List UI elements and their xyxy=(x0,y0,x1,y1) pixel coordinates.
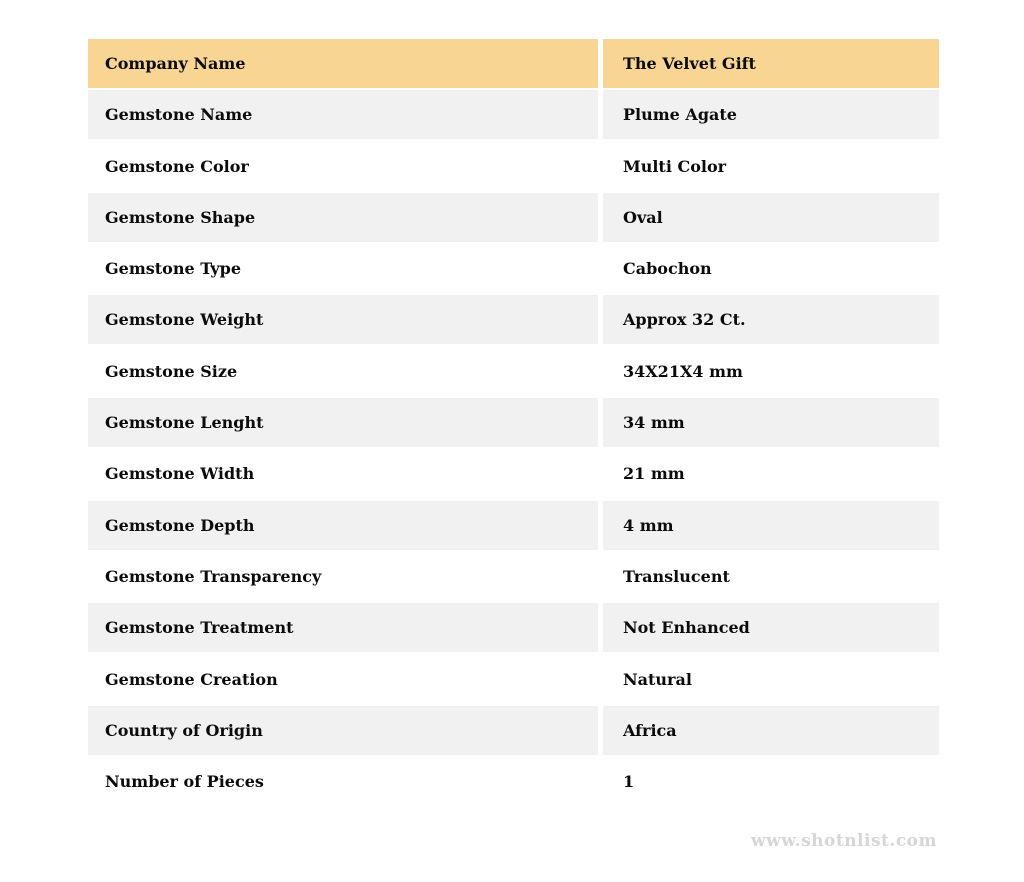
row-label: Gemstone Treatment xyxy=(88,603,598,652)
row-label: Gemstone Shape xyxy=(88,193,598,242)
table-row xyxy=(88,295,939,344)
table-row xyxy=(88,142,939,191)
table-row xyxy=(88,193,939,242)
row-value: Africa xyxy=(603,706,939,755)
table-row xyxy=(88,90,939,139)
table-row xyxy=(88,398,939,447)
table-row xyxy=(88,244,939,293)
table-row xyxy=(88,655,939,704)
row-label: Gemstone Transparency xyxy=(88,552,598,601)
row-value: Translucent xyxy=(603,552,939,601)
table-row xyxy=(88,501,939,550)
row-value: Approx 32 Ct. xyxy=(603,295,939,344)
table-row xyxy=(88,347,939,396)
row-label: Gemstone Weight xyxy=(88,295,598,344)
table-row xyxy=(88,552,939,601)
row-label: Gemstone Lenght xyxy=(88,398,598,447)
row-label: Gemstone Width xyxy=(88,449,598,498)
row-label: Gemstone Creation xyxy=(88,655,598,704)
row-value: 34X21X4 mm xyxy=(603,347,939,396)
company-name-label: Company Name xyxy=(88,39,598,88)
row-label: Gemstone Color xyxy=(88,142,598,191)
row-label: Gemstone Name xyxy=(88,90,598,139)
row-label: Gemstone Type xyxy=(88,244,598,293)
table-row xyxy=(88,449,939,498)
row-value: Plume Agate xyxy=(603,90,939,139)
row-value: Cabochon xyxy=(603,244,939,293)
table-row xyxy=(88,757,939,806)
row-value: 34 mm xyxy=(603,398,939,447)
row-label: Number of Pieces xyxy=(88,757,598,806)
row-value: Multi Color xyxy=(603,142,939,191)
row-value: Not Enhanced xyxy=(603,603,939,652)
table-row xyxy=(88,706,939,755)
row-value: Natural xyxy=(603,655,939,704)
row-value: Oval xyxy=(603,193,939,242)
gemstone-spec-table xyxy=(88,39,939,806)
company-name-value: The Velvet Gift xyxy=(603,39,939,88)
table-header-row xyxy=(88,39,939,88)
row-label: Gemstone Depth xyxy=(88,501,598,550)
row-label: Gemstone Size xyxy=(88,347,598,396)
row-value: 1 xyxy=(603,757,939,806)
row-value: 4 mm xyxy=(603,501,939,550)
row-value: 21 mm xyxy=(603,449,939,498)
watermark-text: www.shotnlist.com xyxy=(750,831,937,851)
table-row xyxy=(88,603,939,652)
row-label: Country of Origin xyxy=(88,706,598,755)
